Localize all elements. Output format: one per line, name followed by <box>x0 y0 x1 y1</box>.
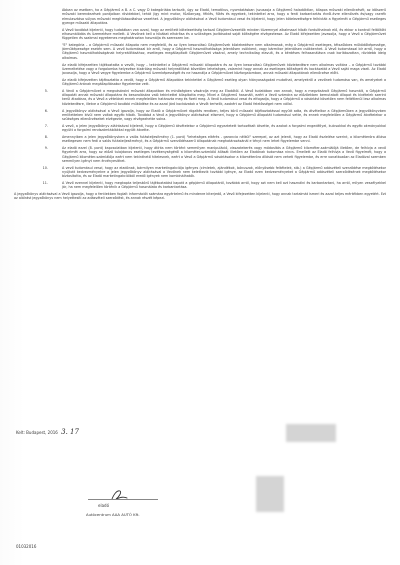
numbered-item-10 <box>14 166 386 179</box>
paragraph-seller-info-2: Az eladó kifejezetten tájékoztatta a vevőt, hogy a Gépjármű állapotára tekintettel a Gépjármű esetleg olyan hiányosságokat mutathat, amelyekről a vevőnek tudomása van, és amelyeket a Gépjármű árának megállapításakor figyelembe vett. <box>62 77 386 87</box>
item-text: A vevő tudomásul veszi, hogy az eladónak, bármilyen marketingakciója igényes (címletek, ajándékok, bónuszok, előnyösebb feltételek, stb.) a Gépjármű adásvételi szerződése megkötésekor nyújtott kedvezményekre a jelen jegyzőkönyv aláírásával a Vevőnek nem keletkezik további igénye, az Eladó ezen kedvezményeket a Gépjármű adásvételi szerződésének megkötésekor biztosította, és az Eladó marketingakcióiból eredő igények nem kombinálhatók. <box>62 165 386 179</box>
redacted-signature <box>256 476 284 512</box>
numbered-item-7 <box>14 124 386 133</box>
paragraph-category-e: "E" kategória – a Gépjármű műszaki állapota nem megfelelő, és az ilyen besorolású Gépjárművek közlekedésre nem alkalmasak, még a Gépjármű esetleges, tétszűbbes működőképessége, járműképessége esetén sem. A vevő tudomással bír arról, hogy a Gépjármű használhatósága jelentősen csökkent, vagy bármikor jelentősen csökkenhet. A Vevő tudomással bír arról, hogy a Gépjármű használhatóságának helyreállításához, esetleges megállapított Gépjárművet vásárol, amely technikailag elavult, és a kérdéses felhasználásra csak korlátozottan, rövidebb ideig alkalmas. <box>62 42 386 60</box>
signature-line <box>88 499 158 500</box>
item-number: 9. <box>44 146 48 151</box>
company-name: Autócentrum AAA AUTÓ Kft. <box>86 512 140 517</box>
item-number: 7. <box>44 123 48 128</box>
place-date <box>16 428 79 436</box>
item-number: 10. <box>42 165 48 170</box>
numbered-item-5 <box>14 89 386 106</box>
item-number: 8. <box>44 135 48 139</box>
item-text: A Vevő a Gépjárművet a megvásárolni műszaki állapotban és minőségben vásárolja meg az Eladótól. A Vevő tudatában van annak, hogy a megvásárolt Gépjármű használt, a Gépjármű állapotát annak műszaki állapotára és besorolására való tekintettel állapította meg. Mivel a Gépjármű használt, ezért a Vevő számára az előzőekben bemutatott állapot és kivételek szerint kerül átadásra, és a Vevő a vételárat ennek megfelelően határozta meg és fizeti meg. A Vevő tudomásul veszi és elfogadja, hogy a Gépjármű a vásárlást követően nem feltétlenül lesz alkalmas közlekedésre, illetve a Gépjármű további működése és az azzal járó kockázatok a Vevőt terhelik, azokért az Eladó felelősséget nem vállal. <box>62 88 386 106</box>
numbered-item-8 <box>14 135 386 144</box>
item-text: A jegyzőkönyv aláírásával a Vevő igazolja, hogy az Eladó a Gépjárművet rögzítés rendben, teljes körű műszaki tájékoztatással együtt adta, és átvételkor a Gépjárműben a jegyzőkönyvben említetteken kívül nem voltak egyéb hibák. Továbbá a Vevő a jegyzőkönyv aláírásával elismeri, hogy a Gépjármű állapotát tudomásul vette, és ennek megfelelően a Gépjármű átvételekor a szükséges ellenőrzéseket elvégezte, vagy elvégezhette volna. <box>62 108 386 122</box>
paragraph-intro-2: A Vevő továbbá kijelenti, hogy tudatában van azzal, hogy az említett kötelezettség tartozó Gépjárművezetők minden tüzemnyel alkalmazzi hibák fordulthatnak elő, és ekkor a kontroll feltöltött elhasználódás és üzemelésre mellett. A Vevőnek kell a hibákat elhárítsa és a szükséges javításokat saját költségére elvégeztesse. Az Eladó kifejezetten javasolja, hogy a Vevő a Gépjárművet független és szakmai egyetemes meghatároztan használja és szerezzen be. <box>62 27 386 41</box>
item-number: 6. <box>44 108 48 113</box>
numbered-item-9 <box>14 146 386 163</box>
closing-paragraph: A jegyzőkönyv aláírásával a Vevő igazolja, hogy a fentiekben foglalt információt számára egyértelmű és mindenre kiterjedő, a Vevő kifejezetten kijelenti, hogy annak tartalmát ismeri és azzal teljes mértékben egyetért. Ezt az aláírást jegyzőkönyv nem helyettesíti az adásvételi szerződést, és annak részét képezi. <box>14 192 386 201</box>
place-date-label: Kelt: Budapest, 2016 <box>16 430 58 435</box>
redacted-area <box>286 424 336 442</box>
paragraph-seller-info-1: Az eladó kifejezetten tájékoztatta a vevőt, hogy – tekintettel a Gépjármű műszaki állapotára és az ilyen besorolású Gépjárművek közlekedésre nem alkalmas voltára – a Gépjármű további üzemeltetése vagy a forgalomba helyezése kizárólag műszaki helyreállítást követően lehetséges, valamint hogy annak az esetleges költségeit és kockázatát a Vevő saját maga viseli. Az Eladó javasolja, hogy a Vevő vegye figyelembe a Gépjármű üzemképességét és ne használja a Gépjárművet közforgalomban, annak műszaki állapotának ellenőrzése előtt. <box>62 62 386 76</box>
item-number: 5. <box>44 88 48 93</box>
paragraph-intro-1: Abban az esetben, ha a Gépjármű a B. a C. vagy D kategóriába tartozik, úgy az Eladó, tematikus, nyomtatásban (szuszoja a Gépjármű haladóktlan, állapos műszaki ellenőrzését, az időszerű műszaki berendezések pontjaiban rövidebbel, tehát (így mint motor, fűzőanyag, féklés, fűtés és egyebek, tekintettel arra, hogy a fenti karbantartás évről-évre ellenőrzés és/vagy cserék elmulasztása súlyos műszaki meghibásodáshoz vezethet. A jegyzőkönyv aláírásával a Vevő tudomásul veszi és kijelenti, hogy jelen kötelezettségre felhívták a figyelmét a Gépjármű esetleges gyenge műszaki állapotára. <box>62 8 386 25</box>
signature-label: eladó <box>98 503 110 508</box>
document-code: 01032016 <box>16 544 37 549</box>
item-number: 11. <box>42 181 48 186</box>
item-text: Amennyiben a jelen jegyzőkönyvben a valós futásteljesítmény (1. pont) "lehetséges eltérés - garancia nélkül" szerepel, az azt jelenti, hogy az Eladó észlelése szerint, a kilométeróra állása esetlegesen nem fedi a valós futásteljesítményt, és a Gépjármű szerződésszerű állapotának meghatározásánál e tényt nem lehet figyelembe venni. <box>62 135 386 144</box>
item-text: A vevő, a jelen jegyzőkönyv aláírásával kijelenti, hogy a Gépjármű átvételekor a Gépjármű egyeztetett tartozékait átvette, és azokat a forgalmi engedéllyel, kulcsokkal és egyéb okmányokkal együtt a forgalmi rendszámtáblákkal együtt átvette. <box>62 123 386 133</box>
document-body <box>14 8 386 203</box>
numbered-item-6 <box>14 109 386 122</box>
numbered-item-11 <box>14 181 386 190</box>
handwritten-date: 3. 17 <box>61 428 79 436</box>
item-text: Az eladó ezzel (8. pont) kapcsolatban kijelenti, hogy átírás nem történt semmilyen manipuláció, visszatekerés vagy módosítás a Gépjármű kilométer-számlálójá illetően, de felhívja a vevő figyelmét arra, hogy az előző tulajdonos esetleges tevékenységéről a kilométer-számláló állását illetően az Eladónak tudomása nincs. Emellett az Eladó felhívja a Vevő figyelmét, hogy a Gépjármű kilométer-számlálója ezért nem tekinthető hitelesnek, ezért a Vevő a Gépjármű vásárlásakor a kilométeróra állását nem veheti figyelembe, és erre vonatkozóan az Eladóval szemben semmilyen igényt nem érvényesíthet. <box>62 146 386 163</box>
item-text: A Vevő ezennel kijelenti, hogy megkapta teljeskörű tájékoztatást kapott a gépjármű állapotáról, továbbá arról, hogy azt nem kell azt használni és karbantartani, ha arról, milyen veszélyekkel jár, ha nem megfelelően történik a Gépjármű használata és karbantartása. <box>62 181 386 190</box>
